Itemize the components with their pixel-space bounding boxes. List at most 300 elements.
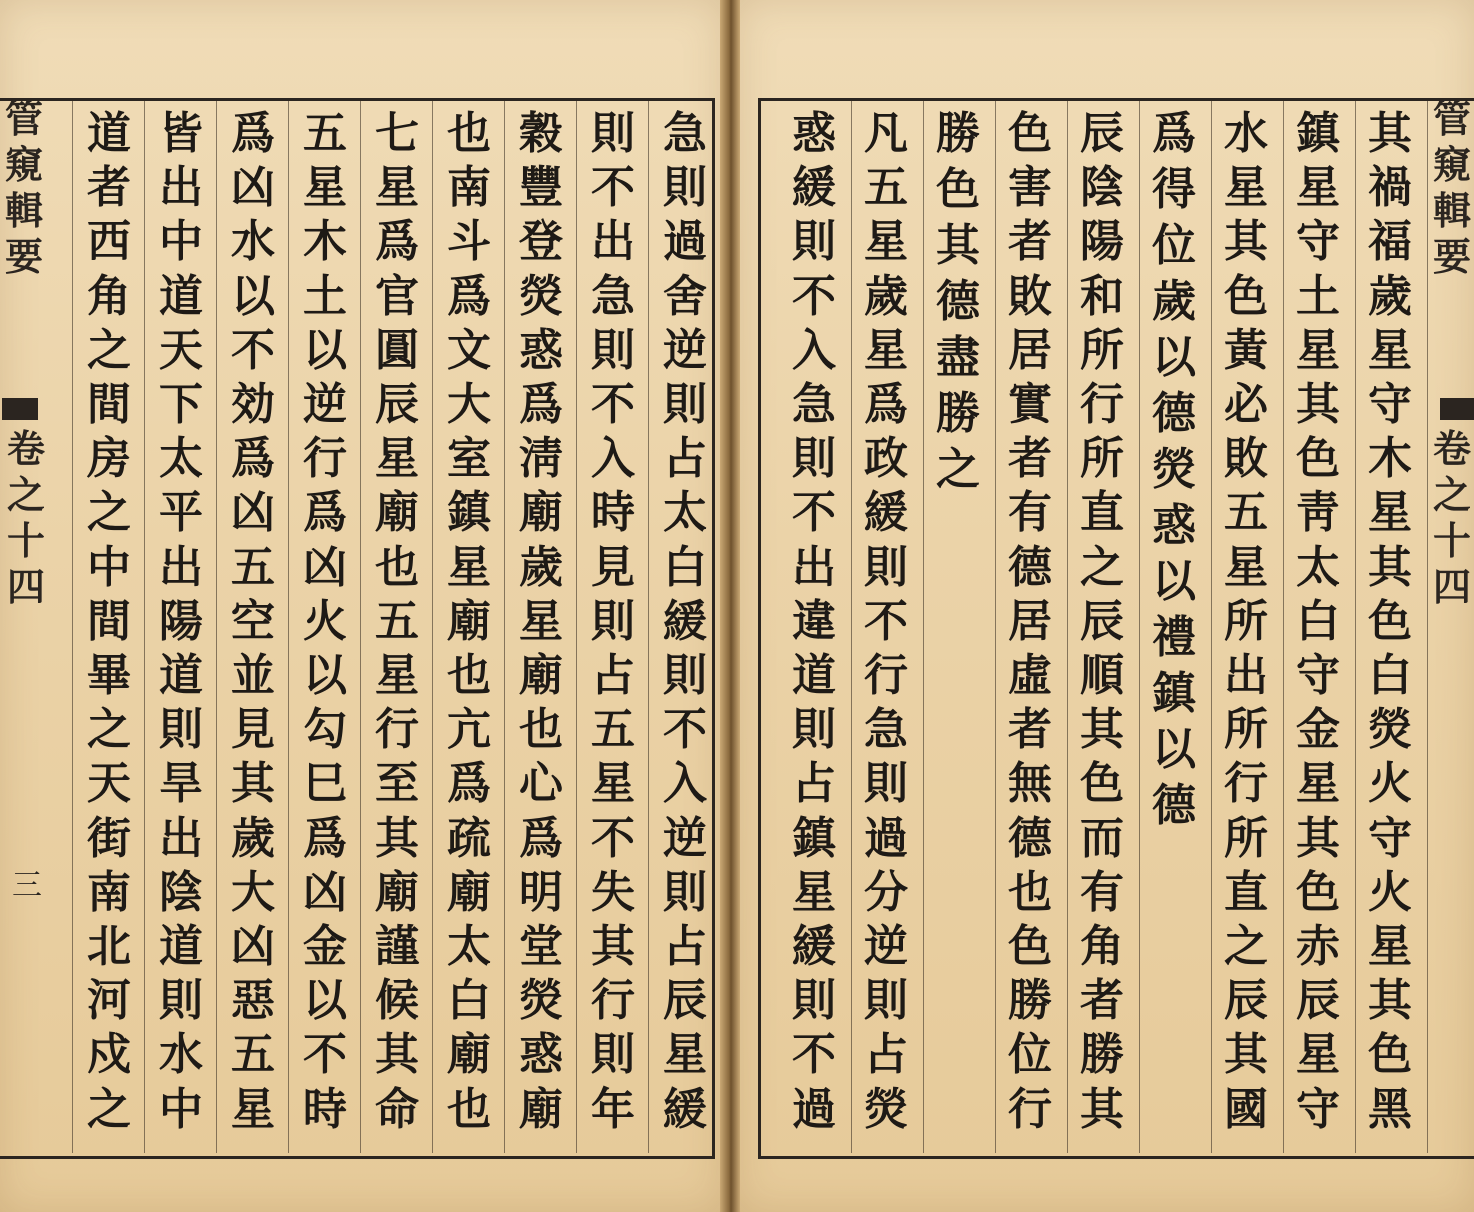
glyph: 則 [864, 541, 908, 593]
margin-glyph: 管 [1432, 96, 1471, 141]
glyph: 則 [159, 704, 203, 756]
glyph: 陽 [159, 595, 203, 647]
glyph: 占 [864, 1029, 908, 1081]
text-column [506, 108, 576, 1142]
glyph: 中 [87, 541, 131, 593]
glyph: 道 [159, 650, 203, 702]
glyph: 逆 [864, 921, 908, 973]
glyph: 以 [231, 270, 275, 322]
glyph: 角 [1080, 921, 1124, 973]
glyph: 謹 [375, 921, 419, 973]
glyph: 急 [663, 108, 707, 159]
glyph: 其 [936, 220, 980, 271]
text-column [1139, 108, 1209, 1142]
glyph: 實 [1008, 379, 1052, 431]
glyph: 星 [375, 650, 419, 702]
glyph: 其 [1368, 108, 1412, 159]
glyph: 廟 [519, 487, 563, 539]
column-rule [72, 100, 73, 1153]
glyph: 不 [663, 704, 707, 756]
glyph: 急 [591, 270, 635, 322]
column-rule [1139, 100, 1140, 1153]
glyph: 熒 [519, 270, 563, 322]
glyph: 守 [1368, 379, 1412, 431]
glyph: 出 [159, 162, 203, 214]
text-column [578, 108, 648, 1142]
glyph: 空 [231, 595, 275, 647]
glyph: 占 [792, 758, 836, 810]
glyph: 色 [936, 164, 980, 215]
glyph: 爲 [447, 270, 491, 322]
glyph: 所 [1224, 704, 1268, 756]
glyph: 星 [864, 324, 908, 376]
glyph: 太 [663, 487, 707, 539]
column-rule [1283, 100, 1284, 1153]
glyph: 歲 [1368, 270, 1412, 322]
glyph: 者 [1008, 216, 1052, 268]
glyph: 敗 [1008, 270, 1052, 322]
column-rule [216, 100, 217, 1153]
margin-glyph: 窺 [4, 142, 43, 187]
glyph: 木 [1368, 433, 1412, 485]
glyph: 分 [864, 866, 908, 918]
column-rule [648, 100, 649, 1153]
glyph: 熒 [1368, 704, 1412, 756]
text-column [1355, 108, 1425, 1142]
glyph: 歲 [231, 812, 275, 864]
glyph: 熒 [1152, 444, 1196, 495]
glyph: 者 [1008, 704, 1052, 756]
glyph: 星 [375, 433, 419, 485]
text-column [362, 108, 432, 1142]
glyph: 則 [591, 108, 635, 159]
glyph: 五 [591, 704, 635, 756]
glyph: 勝 [1008, 975, 1052, 1027]
glyph: 出 [591, 216, 635, 268]
glyph: 之 [1224, 921, 1268, 973]
glyph: 廟 [447, 1029, 491, 1081]
glyph: 凶 [303, 866, 347, 918]
glyph: 間 [87, 379, 131, 431]
glyph: 過 [663, 216, 707, 268]
glyph: 疏 [447, 812, 491, 864]
glyph: 過 [792, 1083, 836, 1135]
glyph: 不 [231, 324, 275, 376]
glyph: 平 [159, 487, 203, 539]
margin-glyph: 四 [6, 564, 45, 609]
glyph: 南 [87, 866, 131, 918]
glyph: 其 [1296, 379, 1340, 431]
text-column [1283, 108, 1353, 1142]
glyph: 色 [1296, 866, 1340, 918]
margin-glyph: 之 [1432, 472, 1471, 517]
glyph: 居 [1008, 324, 1052, 376]
glyph: 白 [447, 975, 491, 1027]
glyph: 而 [1080, 812, 1124, 864]
glyph: 堂 [519, 921, 563, 973]
glyph: 熒 [864, 1083, 908, 1135]
glyph: 則 [864, 758, 908, 810]
margin-glyph: 輯 [4, 188, 43, 233]
margin-glyph: 管 [4, 96, 43, 141]
glyph: 福 [1368, 216, 1412, 268]
glyph: 爲 [231, 433, 275, 485]
glyph: 占 [663, 433, 707, 485]
glyph: 並 [231, 650, 275, 702]
glyph: 星 [1368, 324, 1412, 376]
right-margin-title [1430, 96, 1474, 284]
glyph: 占 [591, 650, 635, 702]
glyph: 之 [87, 487, 131, 539]
glyph: 行 [591, 975, 635, 1027]
glyph: 其 [1296, 812, 1340, 864]
left-margin-volume [4, 426, 48, 614]
glyph: 害 [1008, 162, 1052, 214]
glyph: 急 [864, 704, 908, 756]
glyph: 順 [1080, 650, 1124, 702]
margin-glyph: 輯 [1432, 188, 1471, 233]
text-column [1211, 108, 1281, 1142]
margin-glyph: 要 [1432, 234, 1471, 279]
glyph: 德 [1008, 541, 1052, 593]
glyph: 也 [375, 541, 419, 593]
text-column [146, 108, 216, 1142]
left-margin-title [2, 96, 46, 284]
glyph: 廟 [375, 866, 419, 918]
glyph: 火 [303, 595, 347, 647]
glyph: 舍 [663, 270, 707, 322]
glyph: 凶 [231, 921, 275, 973]
glyph: 逆 [663, 324, 707, 376]
glyph: 入 [792, 324, 836, 376]
glyph: 行 [375, 704, 419, 756]
glyph: 五 [1224, 487, 1268, 539]
glyph: 違 [792, 595, 836, 647]
glyph: 太 [447, 921, 491, 973]
glyph: 之 [87, 704, 131, 756]
glyph: 不 [591, 812, 635, 864]
glyph: 虛 [1008, 650, 1052, 702]
glyph: 星 [1224, 541, 1268, 593]
left-folio-number: 三 [12, 868, 42, 903]
glyph: 之 [87, 1083, 131, 1135]
margin-glyph: 卷 [1432, 426, 1471, 471]
glyph: 禍 [1368, 162, 1412, 214]
column-rule [576, 100, 577, 1153]
column-rule [995, 100, 996, 1153]
glyph: 勝 [1080, 1029, 1124, 1081]
glyph: 守 [1296, 650, 1340, 702]
glyph: 德 [1152, 388, 1196, 439]
glyph: 火 [1368, 758, 1412, 810]
glyph: 其 [231, 758, 275, 810]
left-fishtail-mark [2, 398, 38, 420]
glyph: 者 [1008, 433, 1052, 485]
glyph: 惡 [231, 975, 275, 1027]
glyph: 五 [231, 541, 275, 593]
glyph: 五 [231, 1029, 275, 1081]
glyph: 星 [1296, 758, 1340, 810]
text-column [650, 108, 720, 1142]
glyph: 不 [303, 1029, 347, 1081]
glyph: 也 [519, 704, 563, 756]
glyph: 星 [1368, 921, 1412, 973]
glyph: 見 [231, 704, 275, 756]
glyph: 必 [1224, 379, 1268, 431]
glyph: 鎮 [1296, 108, 1340, 159]
margin-glyph: 四 [1432, 564, 1471, 609]
glyph: 廟 [375, 487, 419, 539]
glyph: 所 [1224, 812, 1268, 864]
glyph: 廟 [519, 1083, 563, 1135]
glyph: 所 [1080, 433, 1124, 485]
glyph: 德 [1152, 780, 1196, 831]
glyph: 和 [1080, 270, 1124, 322]
glyph: 五 [864, 162, 908, 214]
glyph: 金 [1296, 704, 1340, 756]
glyph: 則 [591, 595, 635, 647]
margin-glyph: 十 [1432, 518, 1471, 563]
glyph: 其 [1080, 1083, 1124, 1135]
glyph: 過 [864, 812, 908, 864]
glyph: 候 [375, 975, 419, 1027]
text-column [779, 108, 849, 1142]
glyph: 不 [792, 270, 836, 322]
glyph: 其 [1368, 541, 1412, 593]
glyph: 星 [303, 162, 347, 214]
glyph: 角 [87, 270, 131, 322]
glyph: 室 [447, 433, 491, 485]
glyph: 占 [663, 921, 707, 973]
glyph: 所 [1224, 595, 1268, 647]
glyph: 歲 [1152, 276, 1196, 327]
glyph: 守 [1368, 812, 1412, 864]
glyph: 其 [1368, 975, 1412, 1027]
glyph: 辰 [1080, 108, 1124, 159]
glyph: 星 [1296, 1029, 1340, 1081]
margin-glyph: 之 [6, 472, 45, 517]
glyph: 不 [792, 487, 836, 539]
glyph: 有 [1080, 866, 1124, 918]
glyph: 天 [87, 758, 131, 810]
glyph: 星 [519, 595, 563, 647]
glyph: 惑 [519, 324, 563, 376]
glyph: 國 [1224, 1083, 1268, 1135]
glyph: 禮 [1152, 612, 1196, 663]
glyph: 文 [447, 324, 491, 376]
glyph: 道 [87, 108, 131, 159]
glyph: 之 [936, 444, 980, 495]
glyph: 惑 [1152, 500, 1196, 551]
glyph: 至 [375, 758, 419, 810]
glyph: 星 [1368, 487, 1412, 539]
right-margin-volume [1430, 426, 1474, 614]
glyph: 圓 [375, 324, 419, 376]
glyph: 爲 [519, 379, 563, 431]
glyph: 白 [663, 541, 707, 593]
glyph: 道 [792, 650, 836, 702]
column-rule [851, 100, 852, 1153]
glyph: 則 [864, 975, 908, 1027]
glyph: 下 [159, 379, 203, 431]
glyph: 時 [303, 1083, 347, 1135]
glyph: 星 [231, 1083, 275, 1135]
glyph: 急 [792, 379, 836, 431]
glyph: 也 [1008, 866, 1052, 918]
glyph: 天 [159, 324, 203, 376]
glyph: 歲 [864, 270, 908, 322]
glyph: 居 [1008, 595, 1052, 647]
glyph: 者 [1080, 975, 1124, 1027]
glyph: 辰 [1224, 975, 1268, 1027]
glyph: 惑 [792, 108, 836, 159]
glyph: 旱 [159, 758, 203, 810]
glyph: 金 [303, 921, 347, 973]
glyph: 道 [159, 270, 203, 322]
glyph: 土 [303, 270, 347, 322]
glyph: 中 [159, 1083, 203, 1135]
glyph: 位 [1152, 220, 1196, 271]
glyph: 緩 [864, 487, 908, 539]
text-column [290, 108, 360, 1142]
glyph: 淸 [519, 433, 563, 485]
glyph: 色 [1296, 433, 1340, 485]
glyph: 歲 [519, 541, 563, 593]
glyph: 逆 [663, 812, 707, 864]
glyph: 間 [87, 595, 131, 647]
column-rule [504, 100, 505, 1153]
glyph: 辰 [663, 975, 707, 1027]
glyph: 熒 [519, 975, 563, 1027]
glyph: 斗 [447, 216, 491, 268]
glyph: 直 [1224, 866, 1268, 918]
glyph: 巳 [303, 758, 347, 810]
column-rule [923, 100, 924, 1153]
glyph: 土 [1296, 270, 1340, 322]
glyph: 亢 [447, 704, 491, 756]
column-rule [1355, 100, 1356, 1153]
glyph: 則 [792, 216, 836, 268]
glyph: 色 [1080, 758, 1124, 810]
column-rule [360, 100, 361, 1153]
glyph: 廟 [447, 595, 491, 647]
glyph: 靑 [1296, 487, 1340, 539]
margin-glyph: 要 [4, 234, 43, 279]
glyph: 星 [375, 162, 419, 214]
glyph: 不 [792, 1029, 836, 1081]
glyph: 命 [375, 1083, 419, 1135]
margin-glyph: 十 [6, 518, 45, 563]
glyph: 勾 [303, 704, 347, 756]
glyph: 勝 [936, 108, 980, 159]
glyph: 鎮 [447, 487, 491, 539]
glyph: 穀 [519, 108, 563, 159]
glyph: 戍 [87, 1029, 131, 1081]
glyph: 則 [663, 650, 707, 702]
glyph: 街 [87, 812, 131, 864]
glyph: 白 [1296, 595, 1340, 647]
glyph: 火 [1368, 866, 1412, 918]
glyph: 効 [231, 379, 275, 431]
column-rule [144, 100, 145, 1153]
text-column [923, 108, 993, 1142]
glyph: 色 [1224, 270, 1268, 322]
glyph: 畢 [87, 650, 131, 702]
glyph: 年 [591, 1083, 635, 1135]
glyph: 則 [792, 975, 836, 1027]
glyph: 太 [159, 433, 203, 485]
glyph: 凡 [864, 108, 908, 159]
glyph: 星 [447, 541, 491, 593]
glyph: 凶 [231, 487, 275, 539]
glyph: 星 [1296, 162, 1340, 214]
glyph: 則 [663, 162, 707, 214]
glyph: 色 [1008, 921, 1052, 973]
glyph: 凶 [231, 162, 275, 214]
glyph: 陽 [1080, 216, 1124, 268]
text-column [218, 108, 288, 1142]
glyph: 行 [1008, 1083, 1052, 1135]
glyph: 色 [1368, 1029, 1412, 1081]
glyph: 赤 [1296, 921, 1340, 973]
glyph: 南 [447, 162, 491, 214]
glyph: 則 [591, 324, 635, 376]
glyph: 勝 [936, 388, 980, 439]
glyph: 河 [87, 975, 131, 1027]
glyph: 行 [864, 650, 908, 702]
glyph: 黃 [1224, 324, 1268, 376]
glyph: 道 [159, 921, 203, 973]
glyph: 陰 [1080, 162, 1124, 214]
text-column [1067, 108, 1137, 1142]
glyph: 也 [447, 108, 491, 159]
glyph: 行 [1224, 758, 1268, 810]
glyph: 直 [1080, 487, 1124, 539]
glyph: 爲 [864, 379, 908, 431]
glyph: 守 [1296, 216, 1340, 268]
glyph: 政 [864, 433, 908, 485]
glyph: 不 [591, 379, 635, 431]
glyph: 白 [1368, 650, 1412, 702]
glyph: 出 [792, 541, 836, 593]
glyph: 也 [447, 1083, 491, 1135]
glyph: 廟 [447, 866, 491, 918]
glyph: 辰 [375, 379, 419, 431]
glyph: 五 [303, 108, 347, 159]
glyph: 鎮 [1152, 668, 1196, 719]
glyph: 盡 [936, 332, 980, 383]
glyph: 不 [864, 595, 908, 647]
glyph: 七 [375, 108, 419, 159]
glyph: 緩 [792, 921, 836, 973]
glyph: 則 [591, 1029, 635, 1081]
glyph: 敗 [1224, 433, 1268, 485]
column-rule [288, 100, 289, 1153]
glyph: 逆 [303, 379, 347, 431]
glyph: 其 [1080, 704, 1124, 756]
glyph: 色 [1368, 595, 1412, 647]
glyph: 水 [1224, 108, 1268, 159]
glyph: 其 [375, 1029, 419, 1081]
glyph: 北 [87, 921, 131, 973]
text-column [434, 108, 504, 1142]
glyph: 其 [375, 812, 419, 864]
right-fishtail-mark [1440, 398, 1474, 420]
glyph: 以 [1152, 332, 1196, 383]
glyph: 以 [1152, 724, 1196, 775]
glyph: 星 [864, 216, 908, 268]
glyph: 以 [1152, 556, 1196, 607]
